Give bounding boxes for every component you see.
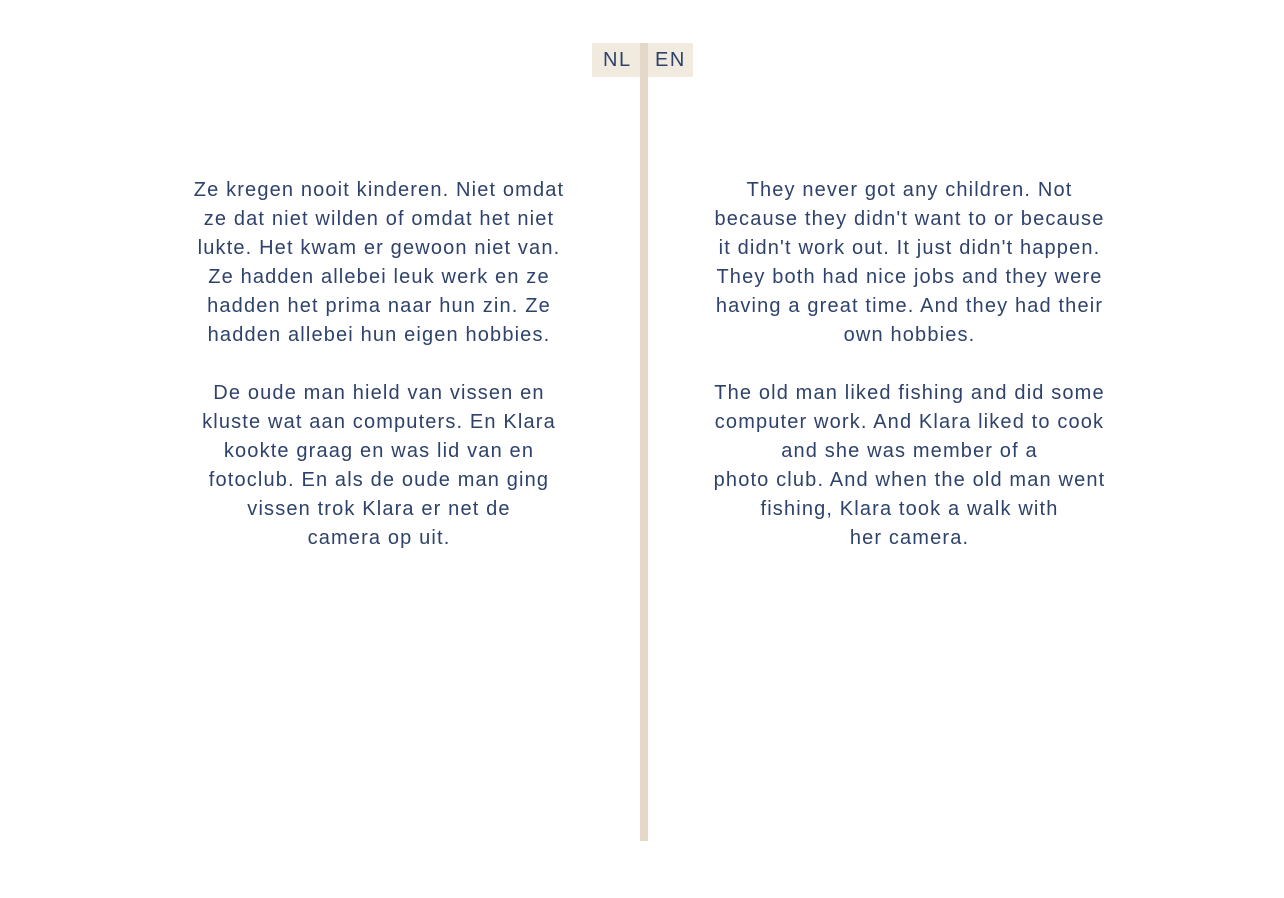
text-line: They never got any children. Not [746, 179, 1073, 201]
text-line: lukte. Het kwam er gewoon niet van. [197, 237, 561, 259]
text-line: photo club. And when the old man went [713, 469, 1106, 491]
english-paragraph-2 [705, 379, 1114, 553]
text-line: They both had nice jobs and they were [716, 266, 1103, 288]
text-line: Ze kregen nooit kinderen. Niet omdat [193, 179, 565, 201]
text-line: own hobbies. [843, 324, 976, 346]
dutch-text-column [179, 176, 579, 582]
text-line: having a great time. And they had their [715, 295, 1104, 317]
column-divider [640, 43, 648, 841]
text-line: fotoclub. En als de oude man ging [208, 469, 550, 491]
text-line: vissen trok Klara er net de [247, 498, 511, 520]
text-line: The old man liked fishing and did some [714, 382, 1105, 404]
language-en-button[interactable]: EN [655, 49, 686, 71]
language-nl-button[interactable]: NL [603, 49, 632, 71]
text-line: ze dat niet wilden of omdat het niet [203, 208, 555, 230]
text-line: and she was member of a [781, 440, 1038, 462]
text-line: kluste wat aan computers. En Klara [202, 411, 556, 433]
text-line: it didn't work out. It just didn't happen. [718, 237, 1101, 259]
text-line: her camera. [849, 527, 970, 549]
text-line: hadden allebei hun eigen hobbies. [207, 324, 551, 346]
text-line: computer work. And Klara liked to cook [714, 411, 1105, 433]
text-line: camera op uit. [307, 527, 451, 549]
text-line: kookte graag en was lid van en [223, 440, 535, 462]
dutch-paragraph-1 [179, 176, 579, 350]
english-text-column [705, 176, 1114, 582]
text-line: fishing, Klara took a walk with [760, 498, 1059, 520]
text-line: hadden het prima naar hun zin. Ze [207, 295, 551, 317]
text-line: because they didn't want to or because [714, 208, 1105, 230]
text-line: Ze hadden allebei leuk werk en ze [208, 266, 550, 288]
dutch-paragraph-2 [179, 379, 579, 553]
english-paragraph-1 [705, 176, 1114, 350]
text-line: De oude man hield van vissen en [213, 382, 545, 404]
